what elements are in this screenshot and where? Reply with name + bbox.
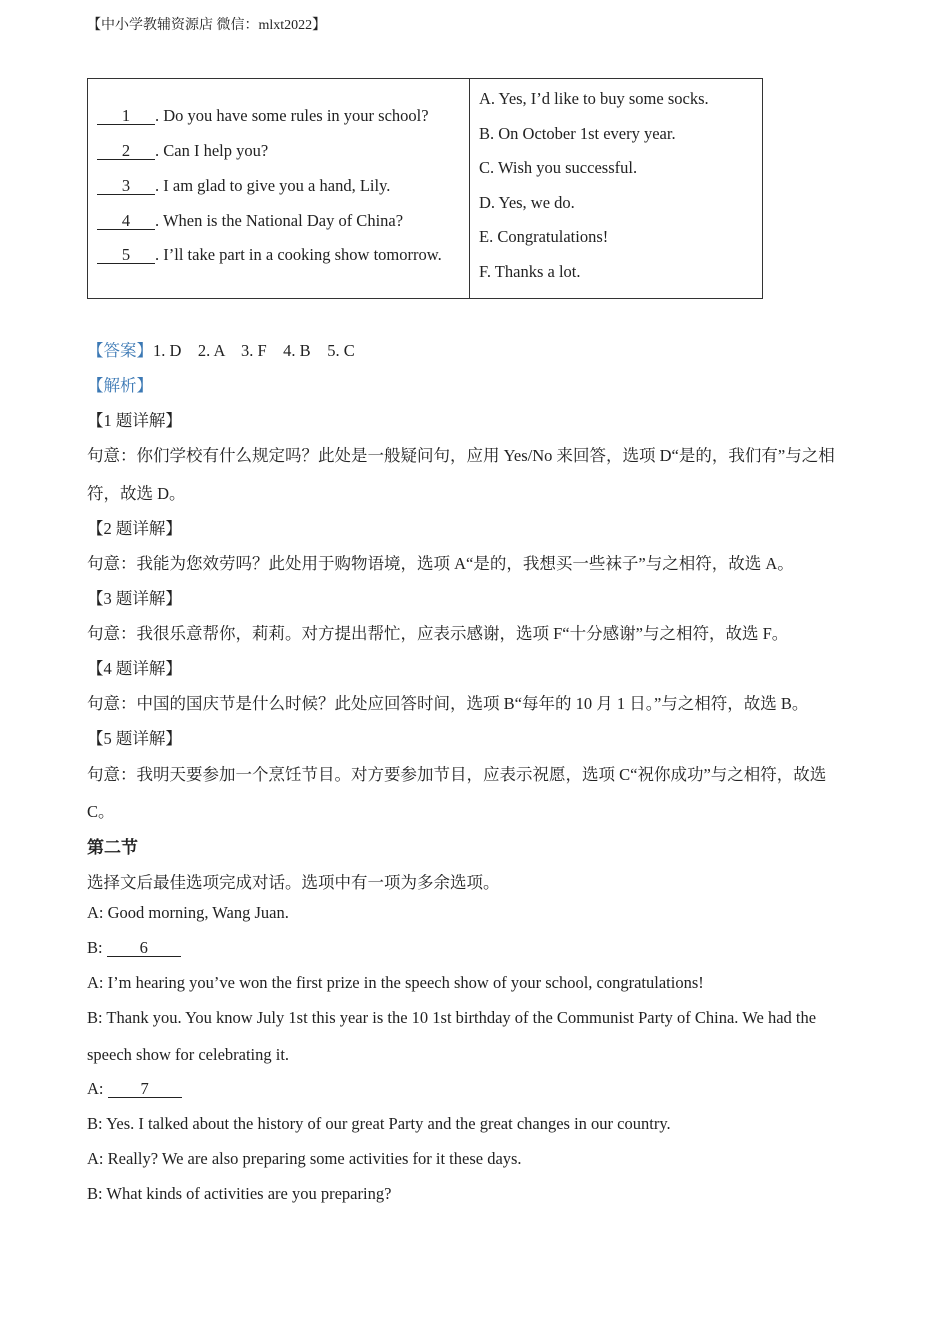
dialog-line: B: What kinds of activities are you preparing?	[87, 1184, 392, 1203]
question-row	[97, 245, 442, 265]
question-text: . Can I help you?	[155, 141, 269, 160]
section-title: 第二节	[87, 838, 138, 858]
detail-text: C。	[87, 802, 115, 821]
answer-blank: 6	[107, 939, 181, 957]
detail-text: 句意：我很乐意帮你，莉莉。对方提出帮忙，应表示感谢，选项 F“十分感谢”与之相符，故选 F。	[87, 624, 789, 643]
dialog-line: B: Yes. I talked about the history of our great Party and the great changes in our country.	[87, 1114, 671, 1133]
detail-text: 符，故选 D。	[87, 484, 186, 503]
speaker-label: B:	[87, 938, 107, 957]
detail-title: 【5 题详解】	[87, 729, 182, 748]
dialog-line: A: I’m hearing you’ve won the first prize in the speech show of your school, congratulations!	[87, 973, 704, 992]
option-item: D. Yes, we do.	[479, 193, 575, 212]
section-instruction: 选择文后最佳选项完成对话。选项中有一项为多余选项。	[87, 873, 500, 892]
question-text: . I’ll take part in a cooking show tomorrow.	[155, 245, 442, 264]
option-item: B. On October 1st every year.	[479, 124, 676, 143]
detail-title: 【3 题详解】	[87, 589, 182, 608]
answer-blank: 5	[97, 246, 155, 264]
answer-blank: 2	[97, 142, 155, 160]
answer-blank: 3	[97, 177, 155, 195]
question-text: . When is the National Day of China?	[155, 211, 404, 230]
detail-text: 句意：中国的国庆节是什么时候？此处应回答时间，选项 B“每年的 10 月 1 日。”与之相符，故选 B。	[87, 694, 809, 713]
option-item: C. Wish you successful.	[479, 158, 638, 177]
answer-text: 1. D 2. A 3. F 4. B 5. C	[153, 341, 355, 360]
answer-blank: 1	[97, 107, 155, 125]
analysis-label: 【解析】	[87, 376, 153, 395]
matching-table	[87, 78, 763, 299]
option-item: F. Thanks a lot.	[479, 262, 581, 281]
answer-label: 【答案】	[87, 341, 153, 360]
dialog-line: speech show for celebrating it.	[87, 1045, 290, 1064]
question-row	[97, 141, 268, 161]
question-row	[97, 176, 390, 196]
detail-text: 句意：我能为您效劳吗？此处用于购物语境，选项 A“是的，我想买一些袜子”与之相符，故选 A。	[87, 554, 794, 573]
dialog-line	[87, 938, 181, 958]
option-item: A. Yes, I’d like to buy some socks.	[479, 89, 709, 108]
detail-text: 句意：我明天要参加一个烹饪节目。对方要参加节目，应表示祝愿，选项 C“祝你成功”与之相符，故选	[87, 765, 827, 784]
table-divider	[469, 79, 470, 298]
answer-blank: 7	[108, 1080, 182, 1098]
dialog-line	[87, 1079, 182, 1099]
detail-text: 句意：你们学校有什么规定吗？此处是一般疑问句，应用 Yes/No 来回答，选项 D“是的，我们有”与之相	[87, 446, 835, 465]
answer-line	[87, 337, 355, 361]
dialog-line: B: Thank you. You know July 1st this year is the 10 1st birthday of the Communist Party of China. We had the	[87, 1008, 817, 1027]
speaker-label: A:	[87, 1079, 108, 1098]
question-row	[97, 106, 429, 126]
detail-title: 【2 题详解】	[87, 519, 182, 538]
question-text: . Do you have some rules in your school?	[155, 106, 429, 125]
watermark-header: 【中小学教辅资源店 微信：mlxt2022】	[87, 18, 327, 33]
dialog-line: A: Really? We are also preparing some activities for it these days.	[87, 1149, 522, 1168]
question-text: . I am glad to give you a hand, Lily.	[155, 176, 391, 195]
dialog-line: A: Good morning, Wang Juan.	[87, 903, 289, 922]
detail-title: 【1 题详解】	[87, 411, 182, 430]
option-item: E. Congratulations!	[479, 227, 609, 246]
answer-blank: 4	[97, 212, 155, 230]
detail-title: 【4 题详解】	[87, 659, 182, 678]
question-row	[97, 211, 403, 231]
